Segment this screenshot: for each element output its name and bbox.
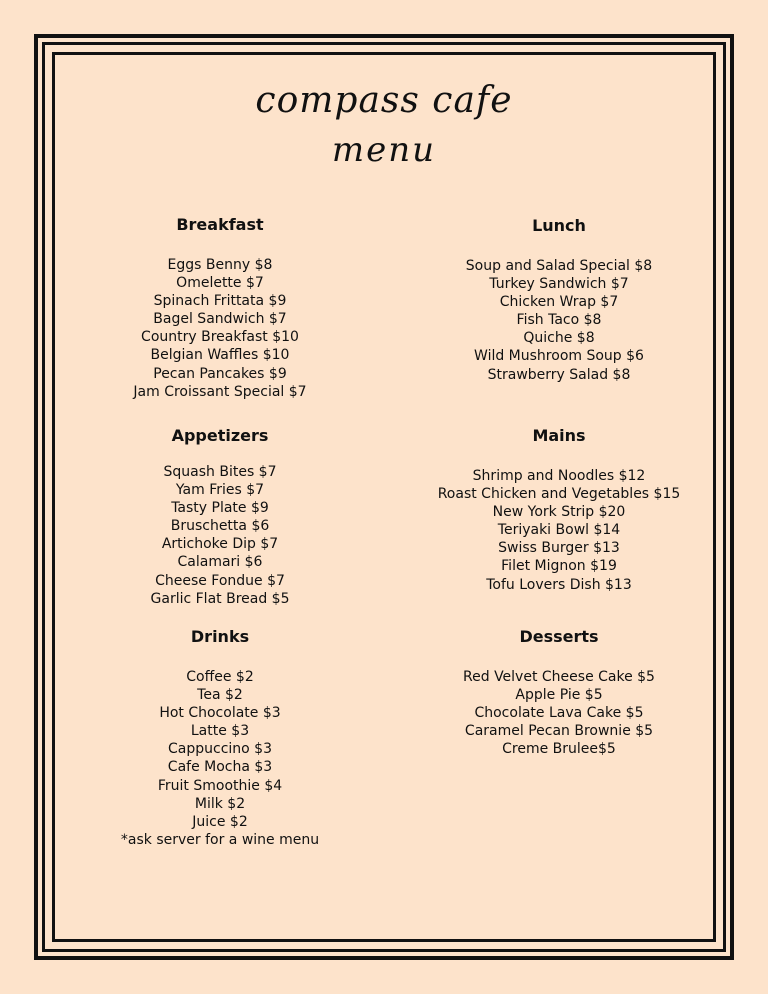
menu-item: Squash Bites $7 bbox=[163, 464, 277, 480]
section-desserts bbox=[409, 627, 709, 758]
menu-item: Quiche $8 bbox=[523, 330, 595, 347]
menu-item: Hot Chocolate $3 bbox=[159, 705, 281, 722]
item-list bbox=[70, 463, 370, 608]
menu-item: Juice $2 bbox=[192, 813, 248, 830]
menu-item: Cheese Fondue $7 bbox=[155, 572, 285, 589]
menu-item: Apple Pie $5 bbox=[515, 687, 603, 704]
menu-item: New York Strip $20 bbox=[492, 504, 626, 521]
menu-item: Milk $2 bbox=[194, 795, 246, 812]
item-list bbox=[409, 668, 709, 758]
section-title: Lunch bbox=[532, 216, 586, 235]
menu-item: Tea $2 bbox=[197, 687, 243, 704]
menu-item: Spinach Frittata $9 bbox=[153, 293, 287, 310]
menu-item: Chocolate Lava Cake $5 bbox=[474, 705, 644, 722]
menu-item: Garlic Flat Bread $5 bbox=[150, 590, 290, 607]
menu-item: Belgian Waffles $10 bbox=[150, 347, 290, 364]
menu-item: Shrimp and Noodles $12 bbox=[472, 468, 646, 484]
menu-item: Turkey Sandwich $7 bbox=[489, 276, 629, 293]
menu-item: Eggs Benny $8 bbox=[167, 257, 273, 273]
menu-item: Wild Mushroom Soup $6 bbox=[474, 348, 644, 365]
menu-item: Omelette $7 bbox=[176, 275, 264, 292]
menu-item: Tofu Lovers Dish $13 bbox=[486, 576, 632, 593]
section-breakfast bbox=[70, 215, 370, 401]
menu-item: Bruschetta $6 bbox=[170, 518, 270, 535]
menu-item: Pecan Pancakes $9 bbox=[153, 365, 287, 382]
item-list bbox=[409, 467, 709, 594]
section-title: Desserts bbox=[519, 627, 599, 646]
menu-item: Calamari $6 bbox=[177, 554, 263, 571]
menu-item: Teriyaki Bowl $14 bbox=[497, 522, 621, 539]
menu-item: Roast Chicken and Vegetables $15 bbox=[437, 486, 681, 503]
section-title: Mains bbox=[532, 426, 586, 445]
menu-item: Caramel Pecan Brownie $5 bbox=[464, 723, 654, 740]
menu-item: Filet Mignon $19 bbox=[501, 558, 617, 575]
menu-title: menu bbox=[331, 130, 437, 170]
menu-item: Country Breakfast $10 bbox=[141, 329, 299, 346]
menu-item: Jam Croissant Special $7 bbox=[133, 383, 307, 400]
item-list bbox=[70, 668, 370, 849]
menu-item: Soup and Salad Special $8 bbox=[465, 258, 653, 274]
menu-item: Fruit Smoothie $4 bbox=[157, 777, 283, 794]
section-drinks bbox=[70, 627, 370, 849]
menu-item: Coffee $2 bbox=[186, 669, 254, 685]
menu-item: Fish Taco $8 bbox=[516, 312, 602, 329]
menu-item: Red Velvet Cheese Cake $5 bbox=[463, 669, 655, 685]
section-title: Breakfast bbox=[176, 215, 264, 234]
menu-item: Swiss Burger $13 bbox=[498, 540, 620, 557]
section-lunch bbox=[409, 216, 709, 384]
menu-item: Creme Brulee$5 bbox=[502, 741, 616, 758]
menu-item: Artichoke Dip $7 bbox=[161, 536, 279, 553]
menu-item: Bagel Sandwich $7 bbox=[153, 311, 287, 328]
menu-item: Latte $3 bbox=[190, 723, 250, 740]
section-appetizers bbox=[70, 426, 370, 608]
item-list bbox=[409, 257, 709, 384]
section-mains bbox=[409, 426, 709, 594]
section-title: Drinks bbox=[190, 627, 250, 646]
menu-item: Tasty Plate $9 bbox=[171, 500, 269, 517]
item-list bbox=[70, 256, 370, 401]
menu-item: Chicken Wrap $7 bbox=[499, 294, 619, 311]
section-title: Appetizers bbox=[171, 426, 269, 445]
menu-item: Cappuccino $3 bbox=[168, 741, 272, 758]
menu-item: Strawberry Salad $8 bbox=[487, 366, 631, 383]
wine-note: *ask server for a wine menu bbox=[120, 831, 320, 848]
menu-item: Yam Fries $7 bbox=[175, 482, 265, 499]
menu-item: Cafe Mocha $3 bbox=[167, 759, 273, 776]
cafe-name: compass cafe bbox=[255, 80, 513, 121]
